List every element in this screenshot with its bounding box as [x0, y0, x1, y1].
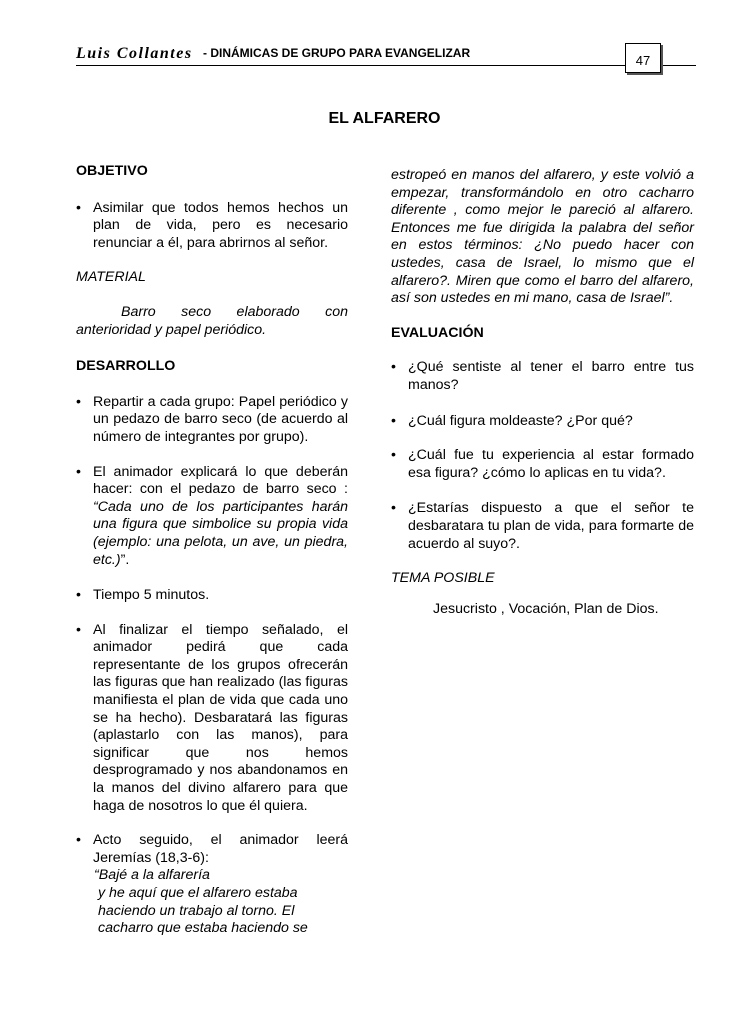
desarrollo-item-2-intro: El animador explicará lo que deberán hacer: con el pedazo de barro seco : [93, 463, 348, 498]
header-author: Luis Collantes [76, 45, 193, 62]
quote-line-2: y he aquí que el alfarero estaba [98, 885, 298, 901]
right-column [391, 167, 694, 618]
desarrollo-item-5: • Acto seguido, el animador leerá Jeremías (18,3-6): [76, 832, 348, 867]
evaluacion-heading: EVALUACIÓN [391, 324, 484, 341]
objetivo-heading: OBJETIVO [76, 163, 148, 179]
quote-continued: estropeó en manos del alfarero, y este volvió a empezar, transformándolo en otro cacharro diferente , como mejor le pareció al alfarero. Entonces me fue dirigida la palabra del señor en estos términos: ¿No puedo hacer con ustedes, casa de Israel, lo mismo que el alfarero?. Miren que como el barro del alfarero, así son ustedes en mi mano, casa de Israel”. [391, 167, 694, 307]
objetivo-item: • Asimilar que todos hemos hechos un plan de vida, pero es necesario renunciar a él, para abrirnos al señor. [76, 200, 348, 253]
eval-item-1: • ¿Qué sentiste al tener el barro entre tus manos? [391, 359, 694, 394]
document-title: EL ALFARERO [328, 110, 441, 127]
desarrollo-item-1: • Repartir a cada grupo: Papel periódico y un pedazo de barro seco (de acuerdo al número de integrantes por grupo). [76, 394, 348, 447]
tema-heading: TEMA POSIBLE [391, 570, 495, 587]
quote-line-1: “Bajé a la alfarería [94, 867, 210, 884]
desarrollo-item-2-end: ”. [120, 551, 130, 568]
quote-line-4: cacharro que estaba haciendo se [98, 920, 308, 937]
desarrollo-item-4: • Al finalizar el tiempo señalado, el animador pedirá que cada representante de los grupos ofrecerán las figuras que han realizado (las figuras manifiesta el plan de vida que cada uno se ha hecho). Desbaratará las figuras (aplastarlo con las manos), para significar que nos hemos desprogramado y nos abandonamos en la manos del divino alfarero para que haga de nosotros lo que él quiera. [76, 622, 348, 816]
material-text: Barro seco elaborado con anterioridad y papel periódico. [76, 303, 348, 338]
eval-item-4: • ¿Estarías dispuesto a que el señor te desbaratara tu plan de vida, para formarte de acuerdo al suyo?. [391, 500, 694, 553]
eval-item-3: • ¿Cuál fue tu experiencia al estar formado esa figura? ¿cómo lo aplicas en tu vida?. [391, 447, 694, 482]
quote-line-3: haciendo un trabajo al torno. El [98, 902, 295, 919]
eval-item-2: • ¿Cuál figura moldeaste? ¿Por qué? [391, 413, 694, 431]
page-number: 47 [625, 43, 661, 73]
header-title: - DINÁMICAS DE GRUPO PARA EVANGELIZAR [203, 46, 471, 60]
desarrollo-item-2 [76, 464, 348, 570]
tema-text: Jesucristo , Vocación, Plan de Dios. [433, 600, 659, 617]
left-column [76, 163, 348, 938]
header-rule [76, 65, 696, 66]
material-heading: MATERIAL [76, 269, 146, 286]
desarrollo-item-2-quote: “Cada uno de los participantes harán una figura que simbolice su propia vida (ejemplo: una pelota, un ave, un piedra, etc.) [93, 498, 348, 568]
desarrollo-item-3: • Tiempo 5 minutos. [76, 587, 348, 605]
desarrollo-heading: DESARROLLO [76, 358, 176, 375]
